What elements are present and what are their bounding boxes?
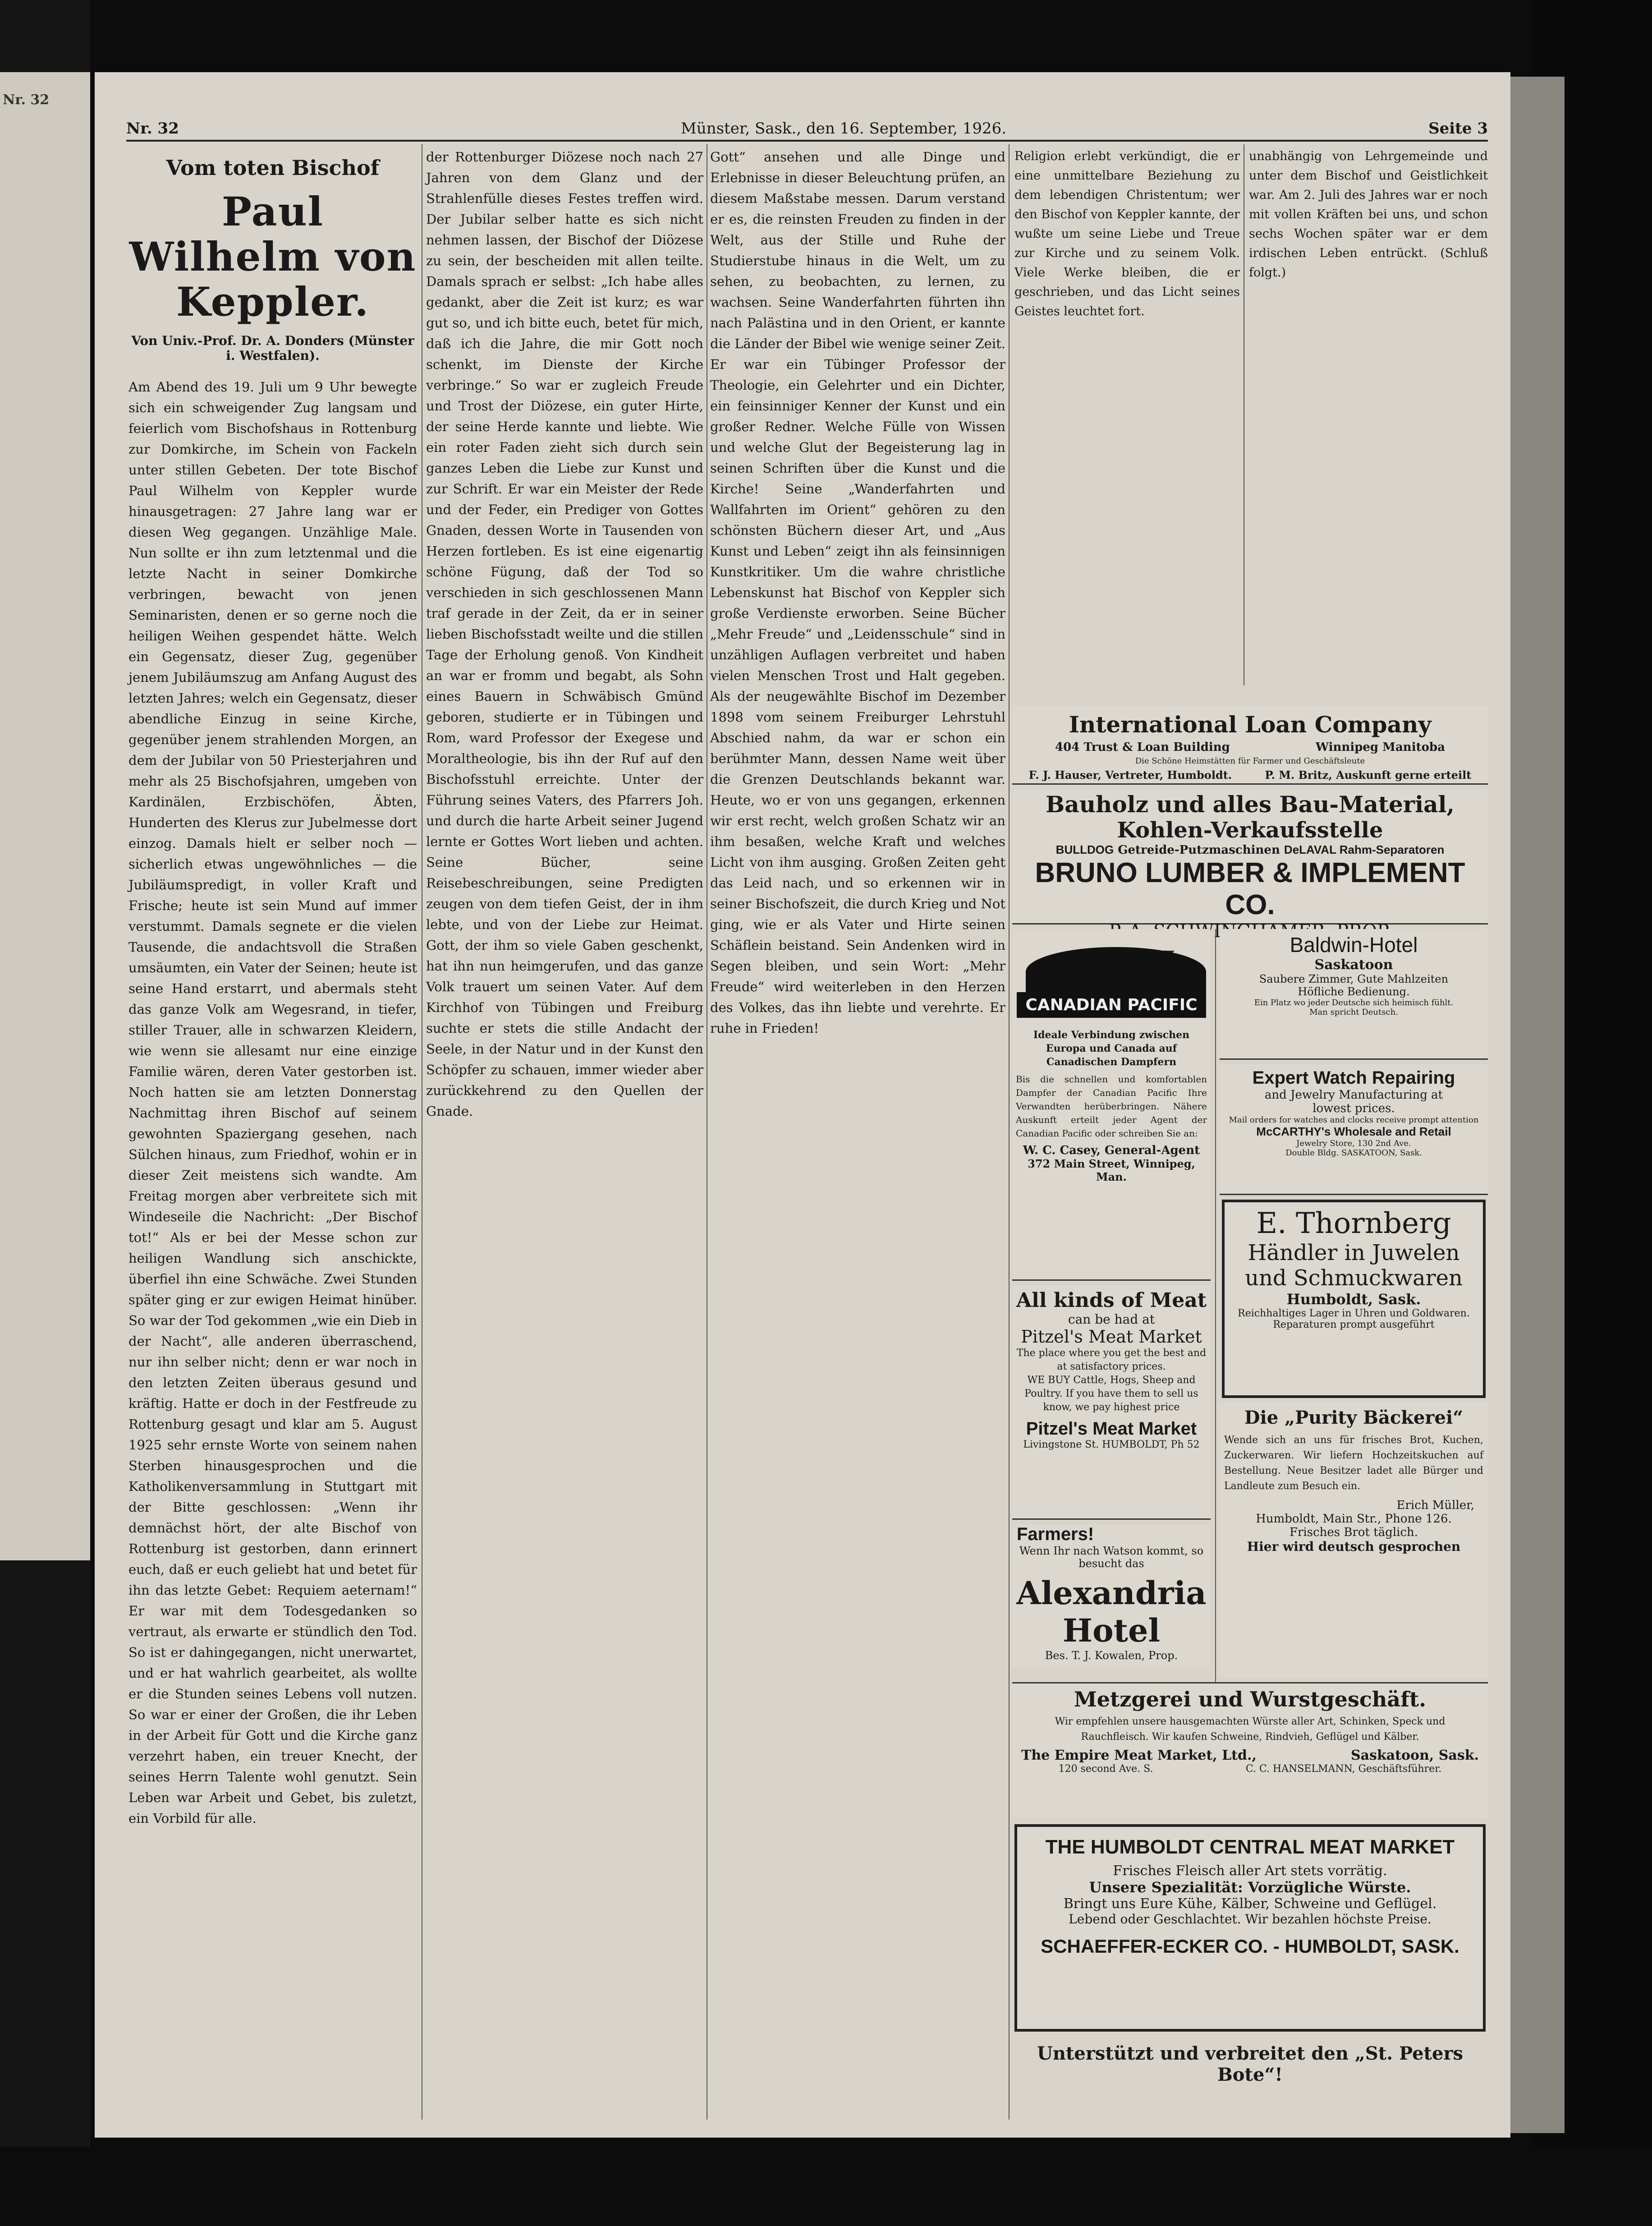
thornberg-line-3: Reichhaltiges Lager in Uhren und Goldwaren. <box>1238 1308 1470 1319</box>
thornberg-line-4: Reparaturen prompt ausgeführt <box>1273 1319 1435 1330</box>
ad-baldwin-hotel <box>1220 929 1488 1060</box>
bulldog-product: Getreide-Putzmaschinen <box>1118 843 1280 857</box>
pitzel-headline: All kinds of Meat <box>1016 1289 1207 1312</box>
bakery-name: Die „Purity Bäckerei“ <box>1244 1407 1464 1428</box>
column-divider <box>1009 144 1010 2120</box>
metzgerei-body: Wir empfehlen unsere hausgemachten Würste aller Art, Schinken, Speck und Rauchfleisch. Wir kaufen Schweine, Rindvieh, Geflügel und Kälber. <box>1055 1716 1446 1743</box>
page-number: Seite 3 <box>1428 120 1488 138</box>
bakery-line-1: Frisches Brot täglich. <box>1289 1526 1418 1539</box>
footer-slogan: Unterstützt und verbreitet den „St. Peters Bote“! <box>1037 2043 1464 2085</box>
beaver-icon <box>1026 947 1206 997</box>
cpr-address: 372 Main Street, Winnipeg, Man. <box>1028 1157 1195 1183</box>
metzgerei-city: Saskatoon, Sask. <box>1350 1748 1479 1763</box>
page-fold-shadow <box>1510 77 1565 2133</box>
article-body-col4: Religion erlebt verkündigt, die er eine unmittelbare Beziehung zu dem lebendigen Christentum; wer den Bischof von Keppler kannte, der wußte um seine Liebe und Treue zur Kirche und zu seinem Volk. Viele Werke bleiben, die er geschrieben, und das Licht seines Geistes leuchtet fort. <box>1014 149 1240 318</box>
watch-line-2: lowest prices. <box>1312 1102 1395 1115</box>
alexandria-farmers: Farmers! <box>1017 1524 1094 1544</box>
delaval-product: DeLAVAL Rahm-Separatoren <box>1284 843 1445 856</box>
cpr-body: Bis die schnellen und komfortablen Dampfer der Canadian Pacific Ihre Verwandten herüberbringen. Nähere Auskunft erteilt jeder Agent der Canadian Pacific oder schreiben Sie an: <box>1016 1074 1207 1139</box>
central-line-4: Lebend oder Geschlachtet. Wir bezahlen höchste Preise. <box>1069 1912 1432 1927</box>
article-title: Paul Wilhelm von Keppler. <box>129 188 417 325</box>
ad-bruno-lumber <box>1012 789 1488 924</box>
pitzel-name: Pitzel's Meat Market <box>1021 1327 1202 1347</box>
pitzel-body: The place where you get the best and at satisfactory prices. <box>1016 1348 1207 1372</box>
bruno-products <box>1012 843 1488 857</box>
article-column-4-top <box>1014 147 1240 692</box>
bulldog-brand: BULLDOG <box>1055 843 1114 856</box>
metzgerei-address-row <box>1012 1763 1488 1775</box>
international-address: 404 Trust & Loan Building <box>1055 740 1230 754</box>
bakery-address: Humboldt, Main Str., Phone 126. <box>1256 1512 1452 1526</box>
bakery-line-2: Hier wird deutsch gesprochen <box>1247 1539 1461 1554</box>
ad-watch-repairing <box>1220 1064 1488 1195</box>
central-name: THE HUMBOLDT CENTRAL MEAT MARKET <box>1045 1836 1455 1858</box>
baldwin-line-1: Saubere Zimmer, Gute Mahlzeiten <box>1259 973 1449 985</box>
ad-alexandria-hotel <box>1012 1524 1211 1669</box>
baldwin-name: Baldwin-Hotel <box>1289 933 1418 957</box>
watch-line-3: Mail orders for watches and clocks receive prompt attention <box>1229 1115 1479 1125</box>
international-note: Die Schöne Heimstätten für Farmer und Geschäftsleute <box>1135 756 1365 766</box>
article-body-col5: unabhängig von Lehrgemeinde und unter dem Bischof und Geistlichkeit war. Am 2. Juli des Jahres war er noch mit vollen Kräften bei uns, und schon sechs Wochen später war er dem irdischen Leben entrückt. (Schluß folgt.) <box>1249 149 1488 280</box>
prev-page-issue: Nr. 32 <box>3 92 50 108</box>
bruno-line-1: Bauholz und alles Bau-Material, <box>1046 791 1455 818</box>
scan-background-bottom <box>0 2147 1652 2226</box>
header-rule <box>126 140 1488 142</box>
article-body-col2: der Rottenburger Diözese noch nach 27 Jahren von dem Glanz und der Strahlenfülle dieses Festes treffen wird. Der Jubilar selber hatte es sich nicht nehmen lassen, der Bischof der Diözese zu sein, der bescheiden mit allen teilte. Damals sprach er selbst: „Ich habe alles gedankt, aber die Zeit ist kurz; es war gut so, und ich bitte euch, betet für mich, daß ich die Jahre, die mir Gott noch schenkt, im Dienste der Kirche verbringe.“ So war er zugleich Freude und Trost der Diözese, ein guter Hirte, der seine Herde kannte und liebte. Wie ein roter Faden zieht sich durch sein ganzes Leben die Liebe zur Kunst und zur Schrift. Er war ein Meister der Rede und der Feder, ein Prediger von Gottes Gnaden, dessen Worte in Tausenden von Herzen fortleben. Es ist eine eigenartig schöne Fügung, daß der Tod so verschieden in sich geschlossenen Mann traf gerade in der Zeit, da er in seiner lieben Bischofsstadt weilte und die stillen Tage der Erholung genoß. Von Kindheit an war er fromm und begabt, als Sohn eines Bauern in Schwäbisch Gmünd geboren, studierte er in Tübingen und Rom, ward Professor der Exegese und Moraltheologie, bis ihn der Ruf auf den Bischofsstuhl erreichte. Unter der Führung seines Vaters, des Pfarrers Joh. und durch die harte Arbeit seiner Jugend lernte er Gottes Wort lieben und achten. Seine Bücher, seine Reisebeschreibungen, seine Predigten zeugen von dem tiefen Geist, der in ihm lebte, und von der Liebe zur Heimat. Gott, der ihm so viele Gaben geschenkt, hat ihn nun heimgerufen, und das ganze Volk trauert um seinen Vater. Auf dem Kirchhof von Tübingen und Freiburg suchte er stets die stille Andacht der Seele, in der Natur und in der Kunst den Schöpfer zu schauen, immer wieder aber zurückkehrend zu den Quellen der Gnade. <box>426 149 703 1119</box>
bakery-body: Wende sich an uns für frisches Brot, Kuchen, Zuckerwaren. Wir liefern Hochzeitskuchen auf Bestellung. Neue Besitzer ladet alle Bürger und Landleute zum Besuch ein. <box>1224 1435 1483 1492</box>
international-agent: F. J. Hauser, Vertreter, Humboldt. <box>1028 768 1232 782</box>
alexandria-name: Alexandria Hotel <box>1016 1574 1207 1649</box>
central-owner: SCHAEFFER-ECKER CO. - HUMBOLDT, SASK. <box>1041 1936 1459 1957</box>
metzgerei-address: 120 second Ave. S. <box>1058 1763 1153 1775</box>
pitzel-name-2: Pitzel's Meat Market <box>1026 1419 1197 1439</box>
article-column-2 <box>426 147 703 2122</box>
article-column-3 <box>710 147 1005 2122</box>
alexandria-intro: Wenn Ihr nach Watson kommt, so besucht das <box>1019 1545 1204 1570</box>
watch-line-1: and Jewelry Manufacturing at <box>1264 1088 1443 1102</box>
watch-store-name: McCARTHY's Wholesale and Retail <box>1256 1125 1451 1138</box>
dateline: Münster, Sask., den 16. September, 1926. <box>681 120 1007 138</box>
metzgerei-name: The Empire Meat Market, Ltd., <box>1021 1748 1257 1763</box>
baldwin-city: Saskatoon <box>1314 957 1393 973</box>
pitzel-can-be-had: can be had at <box>1068 1312 1155 1327</box>
newspaper-page <box>95 72 1510 2138</box>
baldwin-line-4: Man spricht Deutsch. <box>1309 1007 1398 1017</box>
watch-line-4: Jewelry Store, 130 2nd Ave. <box>1296 1139 1411 1148</box>
international-address-row <box>1012 740 1488 754</box>
bruno-line-2: Kohlen-Verkaufsstelle <box>1117 818 1383 843</box>
thornberg-name: E. Thornberg <box>1256 1207 1451 1240</box>
central-line-3: Bringt uns Eure Kühe, Kälber, Schweine und Geflügel. <box>1063 1896 1437 1912</box>
cpr-headline: Ideale Verbindung zwischen Europa und Canada auf Canadischen Dampfern <box>1033 1029 1190 1068</box>
international-city: Winnipeg Manitoba <box>1315 740 1445 754</box>
metzgerei-headline: Metzgerei und Wurstgeschäft. <box>1074 1687 1427 1711</box>
pitzel-buy: WE BUY Cattle, Hogs, Sheep and Poultry. If you have them to sell us know, we pay highest price <box>1024 1375 1198 1413</box>
ad-thornberg-jeweler <box>1222 1200 1486 1398</box>
article-kicker: Vom toten Bischof <box>166 156 380 180</box>
cpr-agent: W. C. Casey, General-Agent <box>1023 1144 1200 1157</box>
article-column-5-top <box>1249 147 1488 692</box>
canadian-pacific-logo <box>1017 929 1206 1019</box>
international-agents <box>1012 768 1488 782</box>
thornberg-line-1: Händler in Juwelen <box>1248 1240 1460 1265</box>
article-body-col3: Gott“ ansehen und alle Dinge und Erlebnisse in dieser Beleuchtung prüfen, an diesem Maßstabe messen. Darum verstand er es, die reinsten Freuden zu finden in der Welt, aus der Stille und Ruhe der Studierstube hinaus in die Welt, um zu sehen, zu beobachten, zu lernen, zu wachsen. Seine Wanderfahrten führten ihn nach Palästina und in den Orient, er kannte die Länder der Bibel wie wenige seiner Zeit. Er war ein Tübinger Professor der Theologie, ein Gelehrter und ein Dichter, ein feinsinniger Kenner der Kunst und ein großer Redner. Welche Fülle von Wissen und welche Glut der Begeisterung lag in seinen Schriften über die Kunst und die Kirche! Seine „Wanderfahrten und Wallfahrten im Orient“ gehören zu den schönsten Büchern dieser Art, und „Aus Kunst und Leben“ zeigt ihn als feinsinnigen Kunstkritiker. Um die wahre christliche Lebenskunst hat Bischof von Keppler sich große Verdienste erworben. Seine Bücher „Mehr Freude“ und „Leidensschule“ sind in unzähligen Auflagen verbreitet und haben vielen Menschen Trost und Halt gegeben. Als der neugewählte Bischof im Dezember 1898 vom seinem Freiburger Lehrstuhl Abschied nahm, da war er schon ein berühmter Mann, dessen Name weit über die Grenzen Deutschlands bekannt war. Heute, wo er von uns gegangen, erkennen wir erst recht, welch großen Schatz wir an ihm besaßen, welche Kraft und welches Licht von ihm ausging. Großen Zeiten geht das Leid nach, und so erkennen wir in seiner Bischofszeit, die durch Krieg und Not ging, wie er als Vater und Hirte seinen Schäflein beistand. Sein Andenken wird in Segen bleiben, und sein Wort: „Mehr Freude“ wird weiterleben in den Herzen des Volkes, das ihn liebte und verehrte. Er ruhe in Frieden! <box>710 149 1005 1036</box>
alexandria-proprietor: Bes. T. J. Kowalen, Prop. <box>1045 1649 1178 1662</box>
canadian-pacific-wordmark: CANADIAN PACIFIC <box>1017 992 1206 1018</box>
central-line-1: Frisches Fleisch aller Art stets vorrätig. <box>1113 1863 1387 1879</box>
previous-page-edge <box>0 72 90 1560</box>
watch-headline: Expert Watch Repairing <box>1252 1068 1455 1088</box>
ad-humboldt-central-meat <box>1014 1824 1486 2032</box>
thornberg-line-2: und Schmuckwaren <box>1245 1265 1463 1291</box>
ad-pitzel-meat <box>1012 1285 1211 1520</box>
article-column-1 <box>128 147 417 2122</box>
baldwin-line-2: Höfliche Bedienung. <box>1298 985 1410 998</box>
page-header <box>126 115 1488 142</box>
ad-purity-bakery <box>1220 1403 1488 1678</box>
bakery-owner: Erich Müller, <box>1396 1499 1474 1512</box>
baldwin-line-3: Ein Platz wo jeder Deutsche sich heimisch fühlt. <box>1254 998 1454 1007</box>
bruno-company: BRUNO LUMBER & IMPLEMENT CO. <box>1035 857 1465 920</box>
metzgerei-name-row <box>1012 1748 1488 1763</box>
pitzel-address: Livingstone St. HUMBOLDT, Ph 52 <box>1023 1439 1200 1450</box>
international-agent-2: P. M. Britz, Auskunft gerne erteilt <box>1265 768 1472 782</box>
metzgerei-owner: C. C. HANSELMANN, Geschäftsführer. <box>1245 1763 1442 1775</box>
international-title: International Loan Company <box>1069 711 1432 738</box>
ad-international-loan <box>1012 706 1488 785</box>
issue-number: Nr. 32 <box>126 120 179 138</box>
article-body-col1: Am Abend des 19. Juli um 9 Uhr bewegte sich ein schweigender Zug langsam und feierlich vom Bischofshaus in Rottenburg zur Domkirche, im Schein von Fackeln unter stillen Gebeten. Der tote Bischof Paul Wilhelm von Keppler wurde hinausgetragen: 27 Jahre lang war er diesen Weg gegangen. Unzählige Male. Nun sollte er ihn zum letztenmal und die letzte Nacht in seiner Domkirche verbringen, bewacht von jenen Seminaristen, denen er so gerne noch die heiligen Weihen gespendet hätte. Welch ein Gegensatz, dieser Zug, gegenüber jenem Jubiläumszug am Anfang August des letzten Jahres; welch ein Gegensatz, dieser abendliche Einzug in seine Kirche, gegenüber jenem strahlenden Morgen, an dem der Jubilar von 50 Priesterjahren und mehr als 25 Bischofsjahren, umgeben von Kardinälen, Erzbischöfen, Äbten, Hunderten des Klerus zur Jubelmesse dort einzog. Damals hielt er selber noch — sicherlich etwas ungewöhnliches — die Jubiläumspredigt, in voller Kraft und Frische; heute ist sein Mund auf immer verstummt. Damals segnete er die vielen Tausende, die andachtsvoll die Straßen umsäumten, ein Vater der Seinen; heute ist seine Hand erstarrt, und abermals steht das ganze Volk am Wegesrand, in tiefer, stiller Trauer, alle in schwarzen Kleidern, wie wenn sie allesamt nur eine einzige Familie wären, deren Vater gestorben ist. Noch hatten sie am letzten Donnerstag Nachmittag ihren Bischof auf seinem gewohnten Spaziergang gesehen, nach Sülchen hinaus, zum Friedhof, wohin er in dieser Zeit meistens sich wandte. Am Freitag morgen aber verbreitete sich mit Windeseile die Nachricht: „Der Bischof tot!“ Als er bei der Messe schon zur heiligen Wandlung sich anschickte, überfiel ihn eine Schwäche. Zwei Stunden später ging er zur ewigen Heimat hinüber. So war der Tod gekommen „wie ein Dieb in der Nacht“, alle anderen überraschend, nur ihn selber nicht; denn er war noch in den letzten Zeiten überaus gesund und kräftig. Hatte er doch in der Festfreude zu Rottenburg gesagt und klar am 5. August 1925 sehr ernste Worte von seinem nahen Sterben hinausgesprochen und die Katholikenversammlung in Stuttgart mit der Bitte geschlossen: „Wenn ihr demnächst hört, der alte Bischof von Rottenburg ist gestorben, dann erinnert euch, daß er euch geliebt hat und betet für ihn das letzte Gebet: Requiem aeternam!“ Er war mit dem Todesgedanken so vertraut, als erwarte er stündlich den Tod. So ist er dahingegangen, nicht unerwartet, und er hat wahrlich gearbeitet, als wollte er die Stunden seines Lebens voll nutzen. So war er einer der Großen, die ihr Leben in der Arbeit für Gott und die Kirche ganz verzehrt haben, ein treuer Knecht, der seines Herrn Talente wohl genutzt. Sein Leben war Arbeit und Gebet, bis zuletzt, ein Vorbild für alle. <box>128 379 417 1826</box>
central-line-2: Unsere Spezialität: Vorzügliche Würste. <box>1089 1879 1411 1896</box>
thornberg-city: Humboldt, Sask. <box>1286 1291 1421 1308</box>
ad-column-divider <box>1215 929 1216 1799</box>
ad-metzgerei <box>1012 1682 1488 1817</box>
watch-line-5: Double Bldg. SASKATOON, Sask. <box>1285 1148 1422 1158</box>
ad-canadian-pacific <box>1012 929 1211 1281</box>
article-byline: Von Univ.-Prof. Dr. A. Donders (Münster i. Westfalen). <box>131 333 414 363</box>
